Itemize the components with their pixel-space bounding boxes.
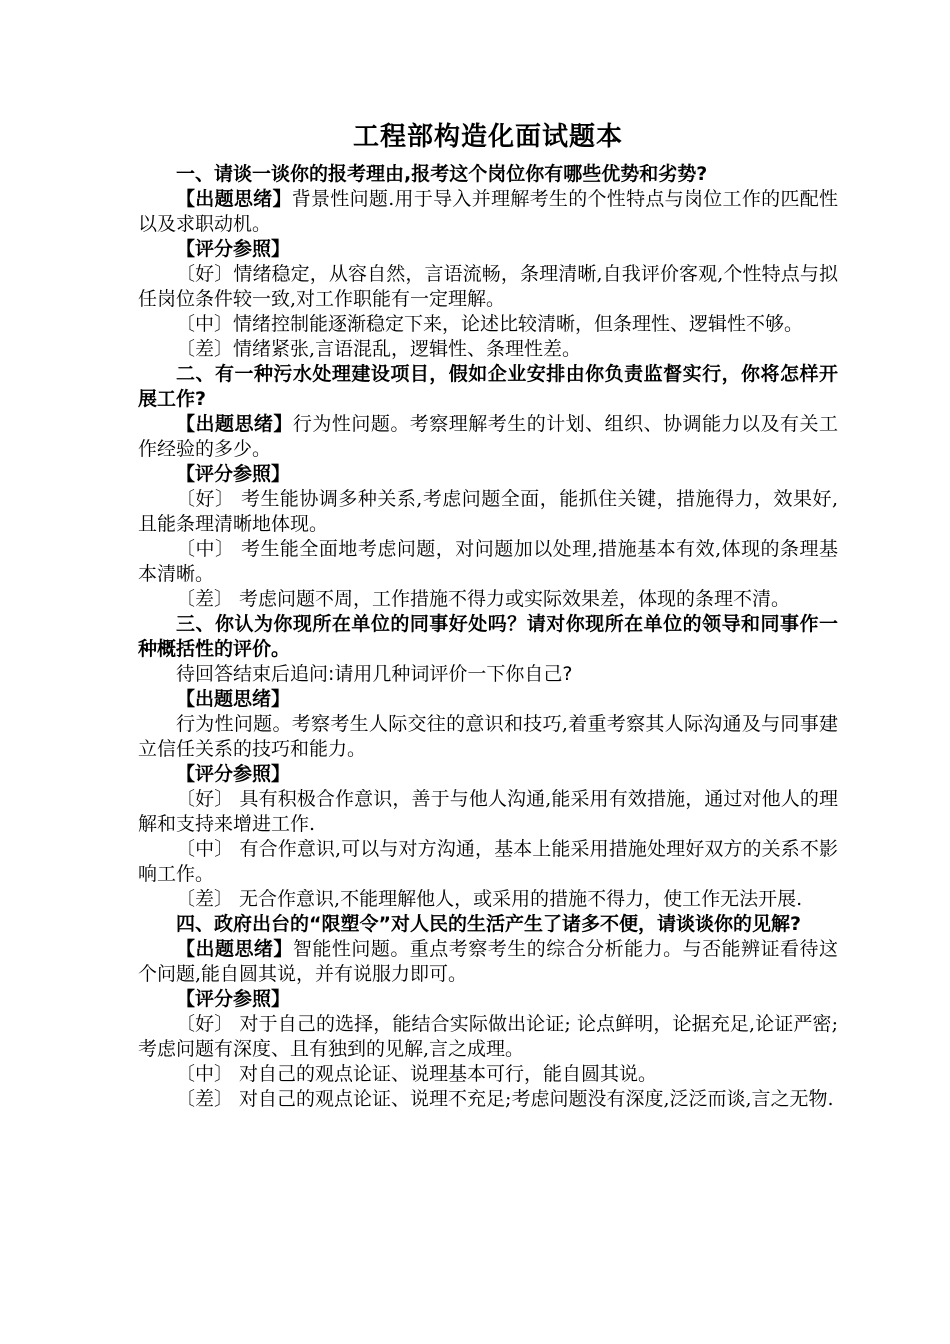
follow-text-3: 请用几种词评价一下你自己? [334,663,573,685]
score-good-2: 〔好〕 考生能协调多种关系,考虑问题全面，能抓住关键，措施得力，效果好,且能条理清晰地体现。 [138,488,838,535]
score-label-2: 【评分参照】 [176,463,291,485]
question-1: 一、请谈一谈你的报考理由,报考这个岗位你有哪些优势和劣势? [176,163,708,185]
score-bad-2: 〔差〕 考虑问题不周，工作措施不得力或实际效果差，体现的条理不清。 [176,588,791,610]
intent-text-4: 智能性问题。重点考察考生的综合分析能力。与否能辨证看待这个问题,能自圆其说，并有说服力即可。 [138,938,838,985]
intent-1 [138,187,838,237]
intent-4 [138,937,838,987]
score-good-1: 〔好〕情绪稳定，从容自然，言语流畅，条理清晰,自我评价客观,个性特点与拟任岗位条件较一致,对工作职能有一定理解。 [138,263,838,310]
score-bad-4: 〔差〕 对自己的观点论证、说理不充足;考虑问题没有深度,泛泛而谈,言之无物. [176,1088,834,1110]
score-label-4: 【评分参照】 [176,988,291,1010]
intent-label-1: 【出题思绪】 [176,188,292,210]
score-good-3: 〔好〕 具有积极合作意识，善于与他人沟通,能采用有效措施，通过对他人的理解和支持来增进工作. [138,788,838,835]
score-bad-3: 〔差〕 无合作意识,不能理解他人，或采用的措施不得力，使工作无法开展. [176,888,803,910]
intent-label-4: 【出题思绪】 [176,938,293,960]
intent-label-3: 【出题思绪】 [176,688,291,710]
question-4: 四、政府出台的“限塑令”对人民的生活产生了诸多不便，请谈谈你的见解? [176,913,801,935]
follow-prefix-3: 待回答结束后追问: [176,663,335,685]
follow-up-3 [138,662,838,687]
score-mid-4: 〔中〕 对自己的观点论证、说理基本可行，能自圆其说。 [176,1063,658,1085]
intent-text-3: 行为性问题。考察考生人际交往的意识和技巧,着重考察其人际沟通及与同事建立信任关系的技巧和能力。 [138,713,838,760]
intent-label-2: 【出题思绪】 [176,413,293,435]
intent-text-1: 背景性问题.用于导入并理解考生的个性特点与岗位工作的匹配性以及求职动机。 [138,188,838,235]
score-label-1: 【评分参照】 [176,238,291,260]
score-good-4: 〔好〕 对于自己的选择，能结合实际做出论证; 论点鲜明，论据充足,论证严密;考虑问题有深度、且有独到的见解,言之成理。 [138,1013,838,1060]
document-title: 工程部构造化面试题本 [352,122,623,152]
score-bad-1: 〔差〕情绪紧张,言语混乱，逻辑性、条理性差。 [176,338,582,360]
score-mid-2: 〔中〕 考生能全面地考虑问题，对问题加以处理,措施基本有效,体现的条理基本清晰。 [138,538,838,585]
question-2: 二、有一种污水处理建设项目，假如企业安排由你负责监督实行，你将怎样开展工作? [138,363,838,410]
score-mid-3: 〔中〕 有合作意识,可以与对方沟通，基本上能采用措施处理好双方的关系不影响工作。 [138,838,838,885]
score-label-3: 【评分参照】 [176,763,291,785]
intent-2 [138,412,838,462]
question-3: 三、你认为你现所在单位的同事好处吗？请对你现所在单位的领导和同事作一种概括性的评价。 [138,613,838,660]
document-page [138,118,838,1112]
intent-text-2: 行为性问题。考察理解考生的计划、组织、协调能力以及有关工作经验的多少。 [138,413,838,460]
score-mid-1: 〔中〕情绪控制能逐渐稳定下来，论述比较清晰，但条理性、逻辑性不够。 [176,313,804,335]
